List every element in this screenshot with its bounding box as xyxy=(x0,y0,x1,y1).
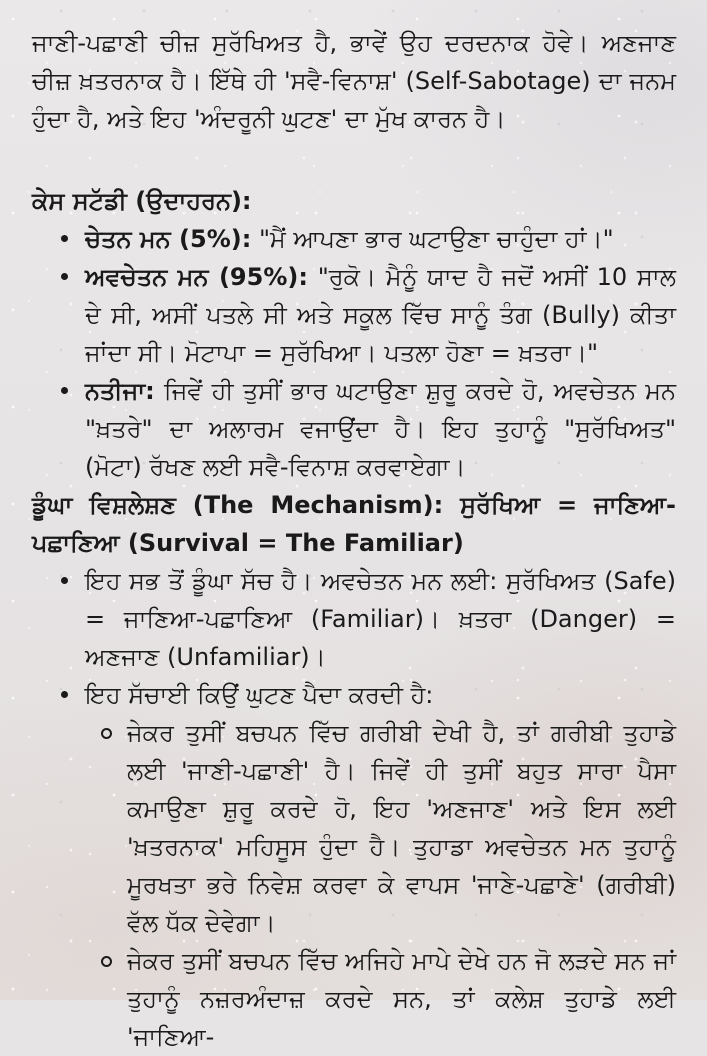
bullet-dot-icon xyxy=(61,691,68,698)
list-item xyxy=(32,258,676,372)
mechanism-list xyxy=(32,562,676,1056)
mechanism-heading: ਡੂੰਘਾ ਵਿਸ਼ਲੇਸ਼ਣ (The Mechanism): ਸੁਰੱਖਿਆ = ਜਾਣਿਆ-ਪਛਾਣਿਆ (Survival = The Familiar) xyxy=(32,491,676,557)
list-item-text: ਜਿਵੇਂ ਹੀ ਤੁਸੀਂ ਭਾਰ ਘਟਾਉਣਾ ਸ਼ੁਰੂ ਕਰਦੇ ਹੋ, ਅਵਚੇਤਨ ਮਨ "ਖ਼ਤਰੇ" ਦਾ ਅਲਾਰਮ ਵਜਾਉਂਦਾ ਹੈ। ਇਹ ਤੁਹਾਨੂੰ "ਸੁਰੱਖਿਅਤ" (ਮੋਟਾ) ਰੱਖਣ ਲਈ ਸਵੈ-ਵਿਨਾਸ਼ ਕਰਵਾਏਗਾ। xyxy=(85,377,676,481)
list-item xyxy=(32,220,676,258)
bullet-circle-icon xyxy=(101,728,112,739)
list-item-text: "ਮੈਂ ਆਪਣਾ ਭਾਰ ਘਟਾਉਣਾ ਚਾਹੁੰਦਾ ਹਾਂ।" xyxy=(251,225,614,253)
sub-list-item-text: ਜੇਕਰ ਤੁਸੀਂ ਬਚਪਨ ਵਿੱਚ ਗਰੀਬੀ ਦੇਖੀ ਹੈ, ਤਾਂ ਗਰੀਬੀ ਤੁਹਾਡੇ ਲਈ 'ਜਾਣੀ-ਪਛਾਣੀ' ਹੈ। ਜਿਵੇਂ ਹੀ ਤੁਸੀਂ ਬਹੁਤ ਸਾਰਾ ਪੈਸਾ ਕਮਾਉਣਾ ਸ਼ੁਰੂ ਕਰਦੇ ਹੋ, ਇਹ 'ਅਣਜਾਣ' ਅਤੇ ਇਸ ਲਈ 'ਖ਼ਤਰਨਾਕ' ਮਹਿਸੂਸ ਹੁੰਦਾ ਹੈ। ਤੁਹਾਡਾ ਅਵਚੇਤਨ ਮਨ ਤੁਹਾਨੂੰ ਮੂਰਖਤਾ ਭਰੇ ਨਿਵੇਸ਼ ਕਰਵਾ ਕੇ ਵਾਪਸ 'ਜਾਣੇ-ਪਛਾਣੇ' (ਗਰੀਬੀ) ਵੱਲ ਧੱਕ ਦੇਵੇਗਾ। xyxy=(127,719,676,937)
list-item xyxy=(32,562,676,676)
list-item xyxy=(32,372,676,486)
sub-list-item xyxy=(32,714,676,942)
list-item-lead: ਅਵਚੇਤਨ ਮਨ (95%): xyxy=(85,263,308,291)
bullet-dot-icon xyxy=(61,235,68,242)
intro-paragraph: ਜਾਣੀ-ਪਛਾਣੀ ਚੀਜ਼ ਸੁਰੱਖਿਅਤ ਹੈ, ਭਾਵੇਂ ਉਹ ਦਰਦਨਾਕ ਹੋਵੇ। ਅਣਜਾਣ ਚੀਜ਼ ਖ਼ਤਰਨਾਕ ਹੈ। ਇੱਥੇ ਹੀ 'ਸਵੈ-ਵਿਨਾਸ਼' (Self-Sabotage) ਦਾ ਜਨਮ ਹੁੰਦਾ ਹੈ, ਅਤੇ ਇਹ 'ਅੰਦਰੂਨੀ ਘੁਟਣ' ਦਾ ਮੁੱਖ ਕਾਰਨ ਹੈ। xyxy=(32,29,676,133)
list-item-text: ਇਹ ਸਭ ਤੋਂ ਡੂੰਘਾ ਸੱਚ ਹੈ। ਅਵਚੇਤਨ ਮਨ ਲਈ: ਸੁਰੱਖਿਅਤ (Safe) = ਜਾਣਿਆ-ਪਛਾਣਿਆ (Familiar)। ਖ਼ਤਰਾ (Danger) = ਅਣਜਾਣ (Unfamiliar)। xyxy=(85,567,676,671)
sub-list-item-text: ਜੇਕਰ ਤੁਸੀਂ ਬਚਪਨ ਵਿੱਚ ਅਜਿਹੇ ਮਾਪੇ ਦੇਖੇ ਹਨ ਜੋ ਲੜਦੇ ਸਨ ਜਾਂ ਤੁਹਾਨੂੰ ਨਜ਼ਰਅੰਦਾਜ਼ ਕਰਦੇ ਸਨ, ਤਾਂ ਕਲੇਸ਼ ਤੁਹਾਡੇ ਲਈ 'ਜਾਣਿਆ- xyxy=(127,947,676,1051)
bullet-dot-icon xyxy=(61,273,68,280)
list-item-lead: ਚੇਤਨ ਮਨ (5%): xyxy=(85,225,252,253)
list-item xyxy=(32,676,676,714)
case-study-heading: ਕੇਸ ਸਟੱਡੀ (ਉਦਾਹਰਨ): xyxy=(32,187,252,215)
list-item-text: ਇਹ ਸੱਚਾਈ ਕਿਉਂ ਘੁਟਣ ਪੈਦਾ ਕਰਦੀ ਹੈ: xyxy=(85,681,434,709)
bullet-dot-icon xyxy=(61,387,68,394)
bullet-dot-icon xyxy=(61,577,68,584)
bullet-circle-icon xyxy=(101,956,112,967)
sub-list-item xyxy=(32,942,676,1056)
list-item-text: "ਰੁਕੋ। ਮੈਨੂੰ ਯਾਦ ਹੈ ਜਦੋਂ ਅਸੀਂ 10 ਸਾਲ ਦੇ ਸੀ, ਅਸੀਂ ਪਤਲੇ ਸੀ ਅਤੇ ਸਕੂਲ ਵਿੱਚ ਸਾਨੂੰ ਤੰਗ (Bully) ਕੀਤਾ ਜਾਂਦਾ ਸੀ। ਮੋਟਾਪਾ = ਸੁਰੱਖਿਆ। ਪਤਲਾ ਹੋਣਾ = ਖ਼ਤਰਾ।" xyxy=(85,263,676,367)
list-item-lead: ਨਤੀਜਾ: xyxy=(85,377,155,405)
case-study-list xyxy=(32,220,676,486)
